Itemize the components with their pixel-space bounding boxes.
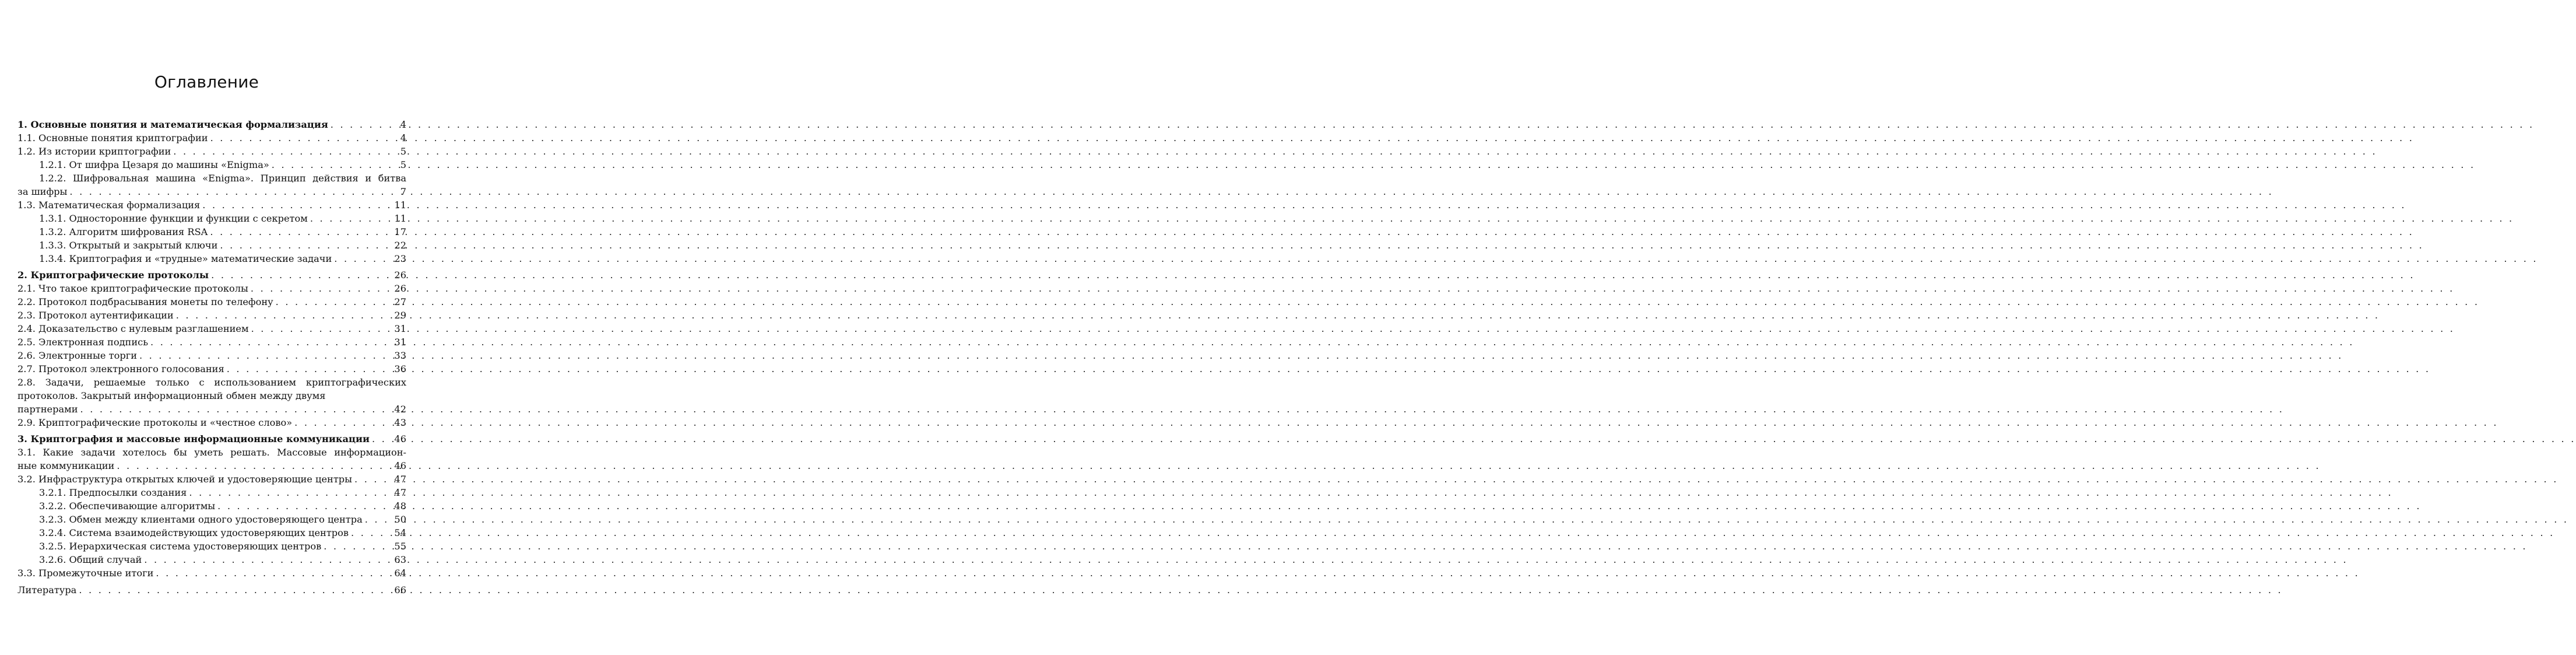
toc-entry-label: 2. Криптографические протоколы [17, 269, 209, 281]
toc-entry-1-3-1[interactable] [17, 212, 406, 225]
toc-entry-label: 1. Основные понятия и математическая формализация [17, 119, 328, 130]
toc-entry-label: за шифры [17, 186, 68, 197]
toc-entry-label: 3.2.2. Обеспечивающие алгоритмы [39, 500, 216, 512]
toc-entry-chapter-2[interactable] [17, 268, 406, 282]
toc-entry-label: 1.2. Из истории криптографии [17, 146, 171, 157]
toc-entry-label: 2.6. Электронные торги [17, 350, 137, 361]
toc-entry-label: партнерами [17, 404, 78, 415]
toc-entry-label: 2.5. Электронная подпись [17, 337, 149, 348]
toc-entry-page: 63 [394, 554, 406, 565]
toc-entry-page: 4 [400, 119, 406, 130]
toc-entry-label: 2.2. Протокол подбрасывания монеты по телефону [17, 296, 273, 307]
toc-entry-3-2-6[interactable] [17, 553, 406, 566]
toc-entry-label: 3.2.1. Предпосылки создания [39, 487, 187, 498]
toc-entry-2-9[interactable] [17, 416, 406, 429]
toc-entry-2-1[interactable] [17, 282, 406, 295]
toc-entry-2-2[interactable] [17, 295, 406, 309]
leader-dots [363, 513, 385, 526]
toc-entry-3-3[interactable] [17, 566, 406, 580]
toc-entry-3-2-1[interactable] [17, 486, 406, 499]
toc-entry-page: 5 [400, 146, 406, 157]
leader-dots [200, 198, 385, 212]
toc-entry-1-3-2[interactable] [17, 225, 406, 239]
toc-entry-2-5[interactable] [17, 335, 406, 349]
toc-entry-2-7[interactable] [17, 362, 406, 376]
toc-entry-1-2-2[interactable] [17, 185, 406, 198]
leader-dots [114, 459, 385, 472]
toc-entry-page: 47 [394, 487, 406, 498]
toc-entry-3-2-5[interactable] [17, 540, 406, 553]
toc-entry-page: 26 [394, 269, 406, 281]
table-of-contents [17, 118, 406, 597]
leader-dots [292, 416, 385, 429]
toc-entry-page: 46 [394, 460, 406, 471]
leader-dots [352, 472, 385, 486]
toc-entry-label: 2.4. Доказательство с нулевым разглашением [17, 323, 249, 334]
toc-entry-label: 2.7. Протокол электронного голосования [17, 363, 224, 374]
leader-dots [332, 252, 385, 265]
toc-entry-label: 3. Криптография и массовые информационные коммуникации [17, 433, 370, 444]
toc-entry-label: ные коммуникации [17, 460, 115, 471]
toc-entry-1-3[interactable] [17, 198, 406, 212]
toc-entry-1-3-3[interactable] [17, 239, 406, 252]
leader-dots [76, 583, 385, 597]
toc-entry-label: 2.1. Что такое криптографические протоколы [17, 283, 248, 294]
leader-dots [174, 309, 385, 322]
toc-entry-page: 17 [394, 226, 406, 237]
toc-entry-2-8-line1[interactable]: 2.8. Задачи, решаемые только с использованием криптографических [17, 377, 406, 388]
toc-entry-page: 47 [394, 474, 406, 485]
toc-entry-page: 33 [394, 350, 406, 361]
toc-entry-1-2-2-line1[interactable]: 1.2.2. Шифровальная машина «Enigma». Принцип действия и битва [39, 173, 406, 184]
leader-dots [148, 335, 385, 349]
toc-entry-label: 1.3.4. Криптография и «трудные» математические задачи [39, 253, 332, 264]
toc-entry-label: 1.3.2. Алгоритм шифрования RSA [39, 226, 208, 237]
toc-entry-page: 36 [394, 363, 406, 374]
toc-entry-1-2[interactable] [17, 145, 406, 158]
toc-entry-page: 23 [394, 253, 406, 264]
toc-entry-2-4[interactable] [17, 322, 406, 335]
toc-entry-page: 66 [394, 584, 406, 596]
toc-entry-label: 3.2.5. Иерархическая система удостоверяющих центров [39, 541, 322, 552]
toc-entry-label: 1.3.3. Открытый и закрытый ключи [39, 240, 218, 251]
toc-entry-label: 3.2.3. Обмен между клиентами одного удостоверяющего центра [39, 514, 363, 525]
toc-entry-label: 1.3. Математическая формализация [17, 199, 201, 211]
toc-entry-page: 11 [394, 213, 406, 224]
toc-entry-label: 1.2.1. От шифра Цезаря до машины «Enigma» [39, 159, 269, 170]
toc-entry-page: 64 [394, 568, 406, 579]
toc-entry-page: 22 [394, 240, 406, 251]
toc-entry-page: 4 [400, 132, 406, 143]
leader-dots [224, 362, 385, 376]
leader-dots [269, 158, 385, 171]
toc-entry-chapter-1[interactable] [17, 118, 406, 131]
leader-dots [171, 145, 385, 158]
toc-entry-page: 5 [400, 159, 406, 170]
leader-dots [187, 486, 385, 499]
toc-entry-3-2[interactable] [17, 472, 406, 486]
toc-entry-3-2-2[interactable] [17, 499, 406, 513]
leader-dots [209, 268, 385, 282]
toc-entry-3-2-3[interactable] [17, 513, 406, 526]
leader-dots [208, 131, 385, 145]
toc-entry-3-2-4[interactable] [17, 526, 406, 540]
toc-entry-page: 31 [394, 337, 406, 348]
leader-dots [248, 282, 385, 295]
toc-entry-1-3-4[interactable] [17, 252, 406, 265]
toc-entry-page: 11 [394, 199, 406, 211]
toc-entry-label: 3.2.6. Общий случай [39, 554, 142, 565]
leader-dots [215, 499, 385, 513]
toc-entry-label: 2.3. Протокол аутентификации [17, 310, 174, 321]
toc-entry-label: 1.1. Основные понятия криптографии [17, 132, 208, 143]
toc-entry-page: 50 [394, 514, 406, 525]
toc-entry-label: 3.2. Инфраструктура открытых ключей и удостоверяющие центры [17, 474, 353, 485]
toc-entry-page: 46 [394, 433, 406, 444]
page-title: Оглавление [154, 72, 259, 92]
toc-entry-label: 3.3. Промежуточные итоги [17, 568, 154, 579]
leader-dots [308, 212, 385, 225]
toc-entry-label: 3.2.4. Система взаимодействующих удостоверяющих центров [39, 527, 349, 538]
toc-entry-page: 55 [394, 541, 406, 552]
leader-dots [67, 185, 385, 198]
toc-entry-page: 42 [394, 404, 406, 415]
leader-dots [137, 349, 385, 362]
leader-dots [370, 432, 385, 446]
toc-entry-label: протоколов. Закрытый информационный обмен между двумя [17, 390, 326, 401]
toc-entry-label: 2.9. Криптографические протоколы и «честное слово» [17, 417, 293, 428]
leader-dots [321, 540, 385, 553]
toc-entry-label: 1.3.1. Односторонние функции и функции с секретом [39, 213, 308, 224]
toc-entry-1-2-1[interactable] [17, 158, 406, 171]
toc-entry-2-8-line2[interactable] [17, 389, 406, 402]
toc-entry-3-1[interactable] [17, 459, 406, 472]
toc-entry-page: 26 [394, 283, 406, 294]
toc-entry-3-1-line1[interactable]: 3.1. Какие задачи хотелось бы уметь решать. Массовые информацион- [17, 447, 406, 458]
toc-entry-page: 27 [394, 296, 406, 307]
toc-entry-page: 31 [394, 323, 406, 334]
toc-entry-chapter-3[interactable] [17, 432, 406, 446]
leader-dots [328, 118, 385, 131]
leader-dots [273, 295, 385, 309]
toc-entry-2-3[interactable] [17, 309, 406, 322]
toc-entry-2-8[interactable] [17, 402, 406, 416]
toc-entry-literature[interactable] [17, 583, 406, 597]
toc-entry-page: 54 [394, 527, 406, 538]
leader-dots [142, 553, 385, 566]
toc-page [0, 0, 413, 655]
leader-dots [217, 239, 385, 252]
toc-entry-page: 7 [400, 186, 406, 197]
leader-dots [153, 566, 385, 580]
leader-dots [208, 225, 385, 239]
toc-entry-page: 43 [394, 417, 406, 428]
toc-entry-1-1[interactable] [17, 131, 406, 145]
leader-dots [249, 322, 385, 335]
toc-entry-page: 48 [394, 500, 406, 512]
toc-entry-page: 29 [394, 310, 406, 321]
leader-dots [78, 402, 385, 416]
toc-entry-2-6[interactable] [17, 349, 406, 362]
leader-dots [349, 526, 385, 540]
toc-entry-label: Литература [17, 584, 77, 596]
